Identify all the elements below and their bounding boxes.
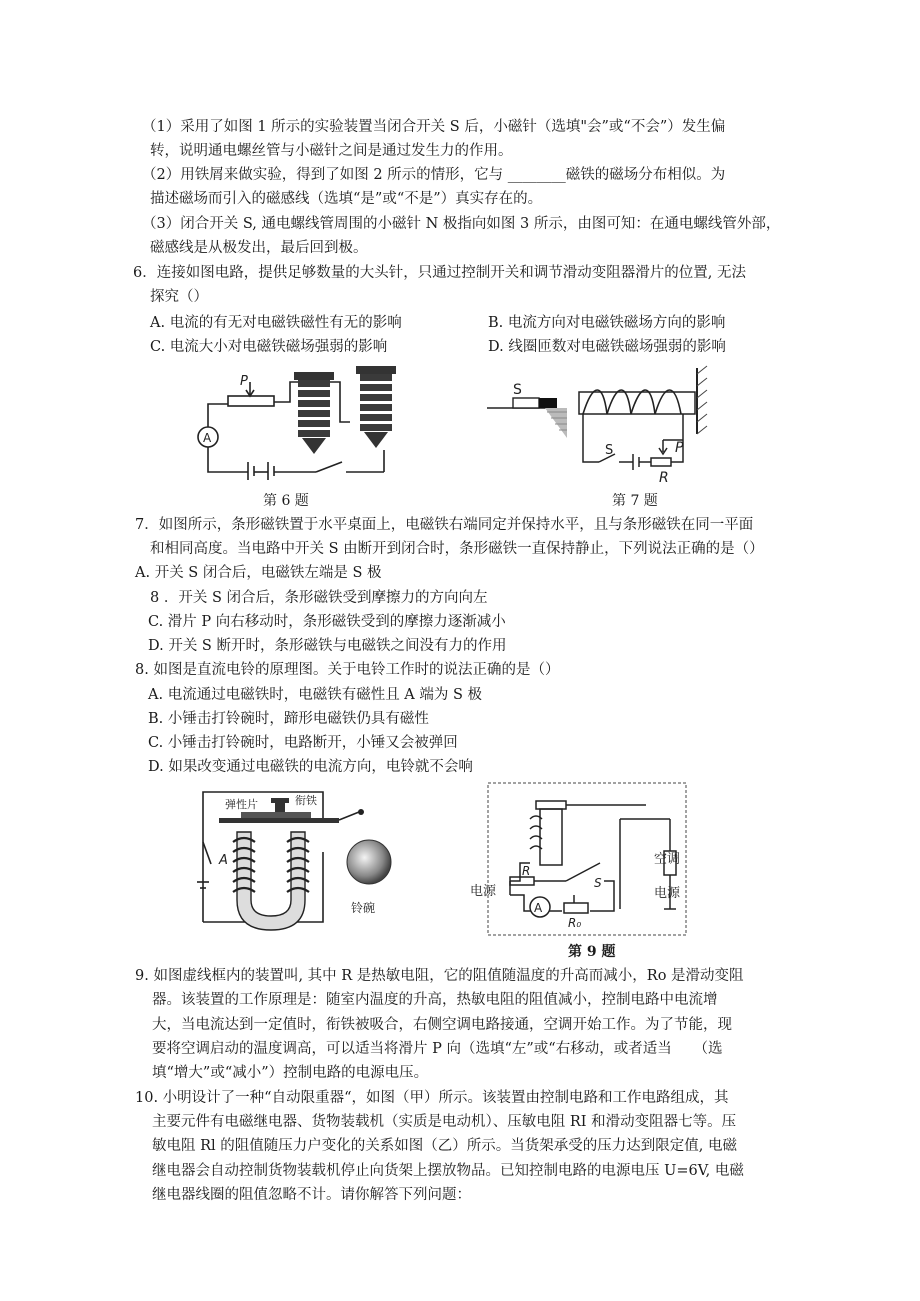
- intro-line-6: 磁感线是从极发出，最后回到极。: [150, 240, 368, 256]
- q6-option-a: A. 电流的有无对电磁铁磁性有无的影响: [150, 315, 402, 331]
- fig9-ac-label: 空调: [654, 852, 681, 867]
- q8-option-b: B. 小锤击打铃碗时，蹄形电磁铁仍具有磁性: [148, 711, 429, 727]
- fig8-a-label: A: [219, 853, 228, 868]
- q7-option-d: D. 开关 S 断开时，条形磁铁与电磁铁之间没有力的作用: [148, 638, 507, 654]
- q6-stem-2: 探究（）: [150, 289, 208, 305]
- intro-line-3: （2）用铁屑来做实验，得到了如图 2 所示的情形，它与 ________磁铁的磁场分布相似。为: [142, 167, 726, 183]
- q7-option-a: A. 开关 S 闭合后，电磁铁左端是 S 极: [135, 565, 382, 581]
- intro-line-4: 描述磁场而引入的磁感线（选填“是”或“不是”）真实存在的。: [150, 191, 543, 207]
- q6-option-b: B. 电流方向对电磁铁磁场方向的影响: [488, 315, 726, 331]
- fig7-switch-label: S: [605, 443, 614, 458]
- fig8-armature-label: 衔铁: [295, 794, 317, 807]
- q9-stem-1: 9. 如图虚线框内的装置叫, 其中 R 是热敏电阻，它的阻值随温度的升高而减小，Ro 是滑动变阻: [135, 968, 744, 984]
- fig9-ammeter-label: A: [534, 901, 543, 915]
- q9-stem-5: 填“增大”或“减小”）控制电路的电源电压。: [152, 1065, 429, 1081]
- fig9-r-label: R: [522, 864, 531, 878]
- figure-9-relay: [470, 779, 690, 961]
- intro-line-5: （3）闭合开关 S, 通电螺线管周围的小磁针 N 极指向如图 3 所示，由图可知：在通电螺线管外部，: [142, 216, 781, 232]
- q7-stem-2: 和相同高度。当电路中开关 S 由断开到闭合时，条形磁铁一直保持静止，下列说法正确的是（）: [150, 541, 764, 557]
- q8-option-a: A. 电流通过电磁铁时，电磁铁有磁性且 A 端为 S 极: [148, 687, 483, 703]
- q7-stem-1: 7．如图所示，条形磁铁置于水平桌面上，电磁铁右端同定并保持水平，且与条形磁铁在同一平面: [135, 517, 754, 533]
- q9-stem-4: 要将空调启动的温度调高，可以适当将滑片 P 向（选填“左”或“右移动，或者适当 （选: [152, 1041, 723, 1057]
- figure-9-caption: 第 9 题: [568, 944, 616, 960]
- figure-7-circuit: [483, 362, 715, 487]
- fig9-power-right-label: 电源: [654, 886, 681, 901]
- q8-option-d: D. 如果改变通过电磁铁的电流方向，电铃就不会响: [148, 759, 473, 775]
- q6-option-c: C. 电流大小对电磁铁磁场强弱的影响: [150, 339, 388, 355]
- q10-stem-3: 敏电阻 Rl 的阻值随压力户变化的关系如图（乙）所示。当货架承受的压力达到限定值, 电磁: [152, 1138, 737, 1154]
- fig8-bell-label: 铃碗: [351, 901, 376, 915]
- figure-8-bell: [183, 782, 393, 932]
- q10-stem-4: 继电器会自动控制货物装载机停止向货架上摆放物品。已知控制电路的电源电压 U=6V, 电磁: [152, 1163, 744, 1179]
- q10-stem-5: 继电器线圈的阻值忽略不计。请你解答下列问题：: [152, 1187, 471, 1203]
- intro-line-2: 转，说明通电螺丝管与小磁针之间是通过发生力的作用。: [150, 143, 513, 159]
- fig9-r0-label: R₀: [568, 916, 582, 930]
- fig9-power-left-label: 电源: [470, 884, 497, 899]
- fig6-ammeter-label: A: [203, 431, 212, 445]
- q10-stem-2: 主要元件有电磁继电器、货物装载机（实质是电动机）、压敏电阻 RI 和滑动变阻器七等。压: [152, 1114, 737, 1130]
- fig6-slider-label: P: [240, 374, 248, 389]
- figure-6-caption: 第 6 题: [263, 493, 309, 509]
- fig7-resistor-label: R: [659, 470, 669, 486]
- fig7-magnet-s-label: S: [513, 382, 522, 398]
- fig9-s-label: S: [594, 876, 602, 890]
- q8-stem: 8. 如图是直流电铃的原理图。关于电铃工作时的说法正确的是（）: [135, 662, 560, 678]
- q6-stem-1: 6．连接如图电路，提供足够数量的大头针，只通过控制开关和调节滑动变阻器滑片的位置, 无法: [133, 265, 746, 281]
- q10-stem-1: 10. 小明设计了一种“自动限重器“，如图（甲）所示。该装置由控制电路和工作电路组成，其: [135, 1090, 729, 1106]
- q8-option-c: C. 小锤击打铃碗时，电路断开，小锤又会被弹回: [148, 735, 458, 751]
- intro-line-1: （1）采用了如图 1 所示的实验装置当闭合开关 S 后，小磁针（选填"会”或“不会”）发生偏: [142, 119, 726, 135]
- figure-6-circuit: [190, 362, 410, 487]
- q7-option-c: C. 滑片 P 向右移动时，条形磁铁受到的摩擦力逐渐减小: [148, 614, 506, 630]
- q7-option-b: 8 ．开关 S 闭合后，条形磁铁受到摩擦力的方向向左: [150, 590, 488, 606]
- fig8-spring-label: 弹性片: [225, 798, 258, 811]
- q9-stem-3: 大，当电流达到一定值时，衔铁被吸合，右侧空调电路接通，空调开始工作。为了节能，现: [152, 1017, 732, 1033]
- q6-option-d: D. 线圈匝数对电磁铁磁场强弱的影响: [488, 339, 726, 355]
- fig7-slider-label: P: [675, 440, 684, 456]
- q9-stem-2: 器。该装置的工作原理是：随室内温度的升高，热敏电阻的阻值减小，控制电路中电流增: [152, 992, 718, 1008]
- figure-7-caption: 第 7 题: [612, 493, 658, 509]
